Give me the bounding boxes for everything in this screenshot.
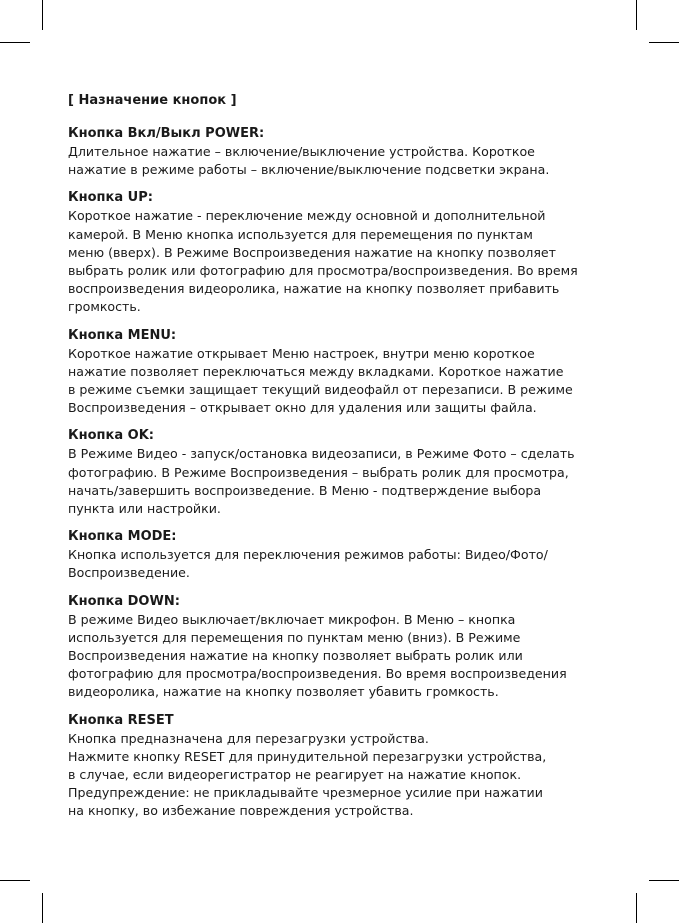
section-text-line: Длительное нажатие – включение/выключение устройства. Короткое	[68, 144, 535, 159]
section-text-line: в режиме съемки защищает текущий видеофайл от перезаписи. В режиме	[68, 382, 573, 398]
section-text-line: Кнопка предназначена для перезагрузки устройства.	[68, 730, 429, 746]
crop-mark-top-right-vertical	[636, 0, 637, 30]
section-text-line: В режиме Видео выключает/включает микрофон. В Меню – кнопка	[68, 611, 516, 627]
section-text-line: В Режиме Видео - запуск/остановка видеозаписи, в Режиме Фото – сделать	[68, 446, 575, 462]
section-text-line: меню (вверх). В Режиме Воспроизведения нажатие на кнопку позволяет	[68, 244, 556, 260]
section-text-line: Короткое нажатие - переключение между основной и дополнительной	[68, 208, 546, 224]
section-text-line: Воспроизведение.	[68, 565, 190, 581]
section-heading: Кнопка MENU:	[68, 327, 177, 343]
section-text-line: нажатие позволяет переключаться между вкладками. Короткое нажатие	[68, 363, 564, 379]
section-text-line: Воспроизведения нажатие на кнопку позволяет выбрать ролик или	[68, 648, 523, 664]
section-text-line: Воспроизведения – открывает окно для удаления или защиты файла.	[68, 400, 537, 416]
section-text-line: Предупреждение: не прикладывайте чрезмерное усилие при нажатии	[68, 785, 543, 801]
section-text-line: в случае, если видеорегистратор не реагирует на нажатие кнопок.	[68, 767, 522, 783]
section-text-line: используется для перемещения по пунктам меню (вниз). В Режиме	[68, 629, 521, 645]
section-heading: Кнопка UP:	[68, 190, 153, 206]
button-section	[68, 125, 628, 179]
section-text-line: выбрать ролик или фотографию для просмотра/воспроизведения. Во время	[68, 263, 578, 279]
section-text-line: Кнопка используется для переключения режимов работы: Видео/Фото/	[68, 547, 548, 563]
crop-mark-top-left-vertical	[42, 0, 43, 30]
manual-page	[68, 92, 628, 831]
button-section	[68, 327, 628, 418]
section-heading: Кнопка OK:	[68, 428, 154, 444]
section-heading: Кнопка MODE:	[68, 529, 177, 545]
crop-mark-bottom-left-horizontal	[0, 880, 30, 881]
section-text-line: начать/завершить воспроизведение. В Меню - подтверждение выбора	[68, 482, 542, 498]
section-text-line: на кнопку, во избежание повреждения устройства.	[68, 803, 414, 819]
section-text-line: камерой. В Меню кнопка используется для перемещения по пунктам	[68, 226, 533, 242]
button-sections	[68, 125, 628, 821]
crop-mark-top-right-horizontal	[649, 42, 679, 43]
section-text-line: воспроизведения видеоролика, нажатие на кнопку позволяет прибавить	[68, 281, 560, 297]
button-section	[68, 593, 628, 702]
section-text-line: громкость.	[68, 299, 141, 315]
button-section	[68, 712, 628, 821]
section-text-line: фотографию. В Режиме Воспроизведения – выбрать ролик для просмотра,	[68, 464, 569, 480]
crop-mark-top-left-horizontal	[0, 42, 30, 43]
page-title: [ Назначение кнопок ]	[68, 93, 237, 108]
section-text-line: пункта или настройки.	[68, 501, 221, 517]
button-section	[68, 528, 628, 582]
section-text-line: фотографию для просмотра/воспроизведения. Во время воспроизведения	[68, 666, 567, 682]
section-text-line: нажатие в режиме работы – включение/выключение подсветки экрана.	[68, 162, 550, 178]
section-heading: Кнопка DOWN:	[68, 593, 180, 609]
section-text-line: Короткое нажатие открывает Меню настроек, внутри меню короткое	[68, 345, 535, 361]
section-text-line: Нажмите кнопку RESET для принудительной перезагрузки устройства,	[68, 748, 547, 764]
section-heading: Кнопка RESET	[68, 712, 174, 728]
crop-mark-bottom-right-horizontal	[649, 880, 679, 881]
section-heading: Кнопка Вкл/Выкл POWER:	[68, 126, 265, 141]
crop-mark-bottom-right-vertical	[636, 893, 637, 923]
crop-mark-bottom-left-vertical	[42, 893, 43, 923]
section-text-line: видеоролика, нажатие на кнопку позволяет убавить громкость.	[68, 684, 499, 700]
button-section	[68, 189, 628, 316]
button-section	[68, 427, 628, 518]
